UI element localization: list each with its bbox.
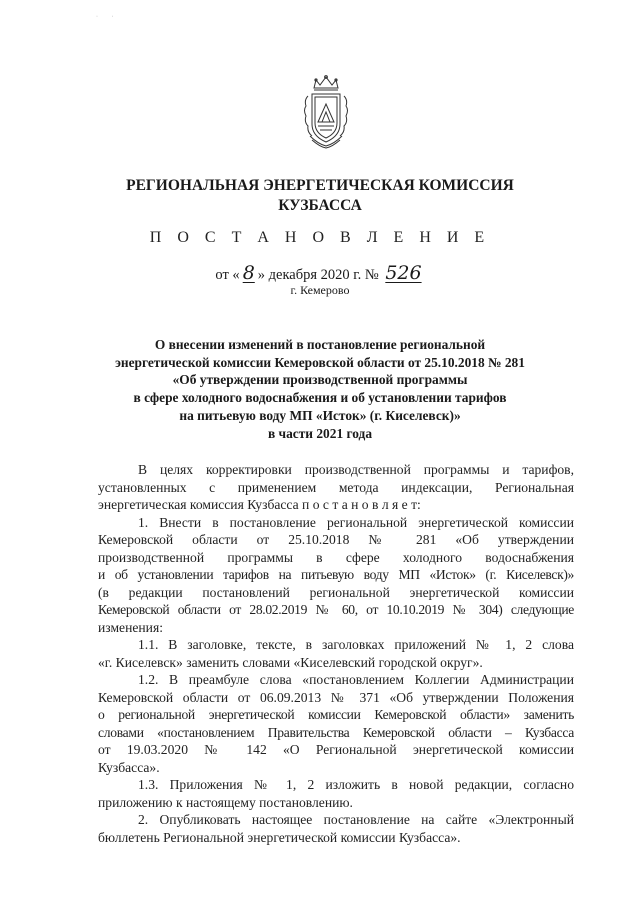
date-middle: » декабря 2020 г. №: [257, 267, 379, 283]
body-line: изменения:: [98, 619, 163, 635]
body-line: установленных с применением метода индексации, Региональная: [98, 479, 574, 495]
title-line: «Об утверждении производственной программы: [172, 372, 468, 388]
title-line: О внесении изменений в постановление региональной: [154, 337, 486, 352]
body-line: энергетическая комиссия Кузбасса п о с т а н о в л я е т:: [98, 497, 421, 512]
body-line: и об установлении тарифов на питьевую воду МП «Исток» (г. Киселевск)»: [98, 567, 574, 582]
document-type: П О С Т А Н О В Л Е Н И Е: [149, 229, 491, 246]
body-line: словами «постановлением Правительства Кемеровской области – Кузбасса: [98, 724, 574, 740]
title-line: на питьевую воду МП «Исток» (г. Киселевск)»: [179, 407, 461, 423]
title-line: в части 2021 года: [267, 425, 373, 441]
organization-name-line2: КУЗБАССА: [278, 197, 362, 214]
body-line: 1.2. В преамбуле слова «постановлением Коллегии Администрации: [138, 672, 574, 687]
handwritten-day: 8: [242, 262, 255, 284]
body-line: о региональной энергетической комиссии Кемеровской области» заменить: [98, 707, 574, 722]
body-line: «г. Киселевск» заменить словами «Киселевский городской округ».: [98, 654, 483, 670]
kuzbass-emblem-icon: [300, 74, 352, 150]
body-line: Кемеровской области от 25.10.2018 № 281 «Об утверждении: [98, 532, 574, 547]
body-line: Кемеровской области от 06.09.2013 № 371 «Об утверждении Положения: [98, 689, 574, 705]
handwritten-number: 526: [385, 262, 422, 284]
city: г. Кемерово: [290, 283, 350, 297]
body-line: бюллетень Региональной энергетической комиссии Кузбасса».: [98, 829, 461, 845]
body-line: (в редакции постановлений региональной энергетической комиссии: [98, 584, 574, 600]
body-line: 2. Опубликовать настоящее постановление на сайте «Электронный: [138, 812, 574, 827]
body-line: от 19.03.2020 № 142 «О Региональной энергетической комиссии: [98, 742, 574, 757]
body-line: приложению к настоящему постановлению.: [98, 794, 353, 810]
title-line: в сфере холодного водоснабжения и об установлении тарифов: [133, 390, 507, 406]
title-line: энергетической комиссии Кемеровской области от 25.10.2018 № 281: [115, 354, 525, 370]
organization-name-line1: РЕГИОНАЛЬНАЯ ЭНЕРГЕТИЧЕСКАЯ КОМИССИЯ: [126, 177, 514, 194]
date-prefix: от «: [215, 267, 240, 283]
body-line: В целях корректировки производственной программы и тарифов,: [138, 462, 574, 477]
date-line: [0, 262, 640, 284]
body-line: производственной программы в сфере холодного водоснабжения: [98, 549, 574, 565]
body-line: 1. Внести в постановление региональной энергетической комиссии: [138, 514, 574, 530]
body-line: Кемеровской области от 28.02.2019 № 60, от 10.10.2019 № 304) следующие: [98, 602, 574, 617]
scan-speck: · ·: [96, 14, 120, 20]
resolution-body: [98, 461, 574, 846]
resolution-title: [60, 336, 580, 442]
body-line: 1.1. В заголовке, тексте, в заголовках приложений № 1, 2 слова: [138, 637, 574, 652]
body-line: Кузбасса».: [98, 759, 160, 775]
body-line: 1.3. Приложения № 1, 2 изложить в новой редакции, согласно: [138, 777, 574, 792]
